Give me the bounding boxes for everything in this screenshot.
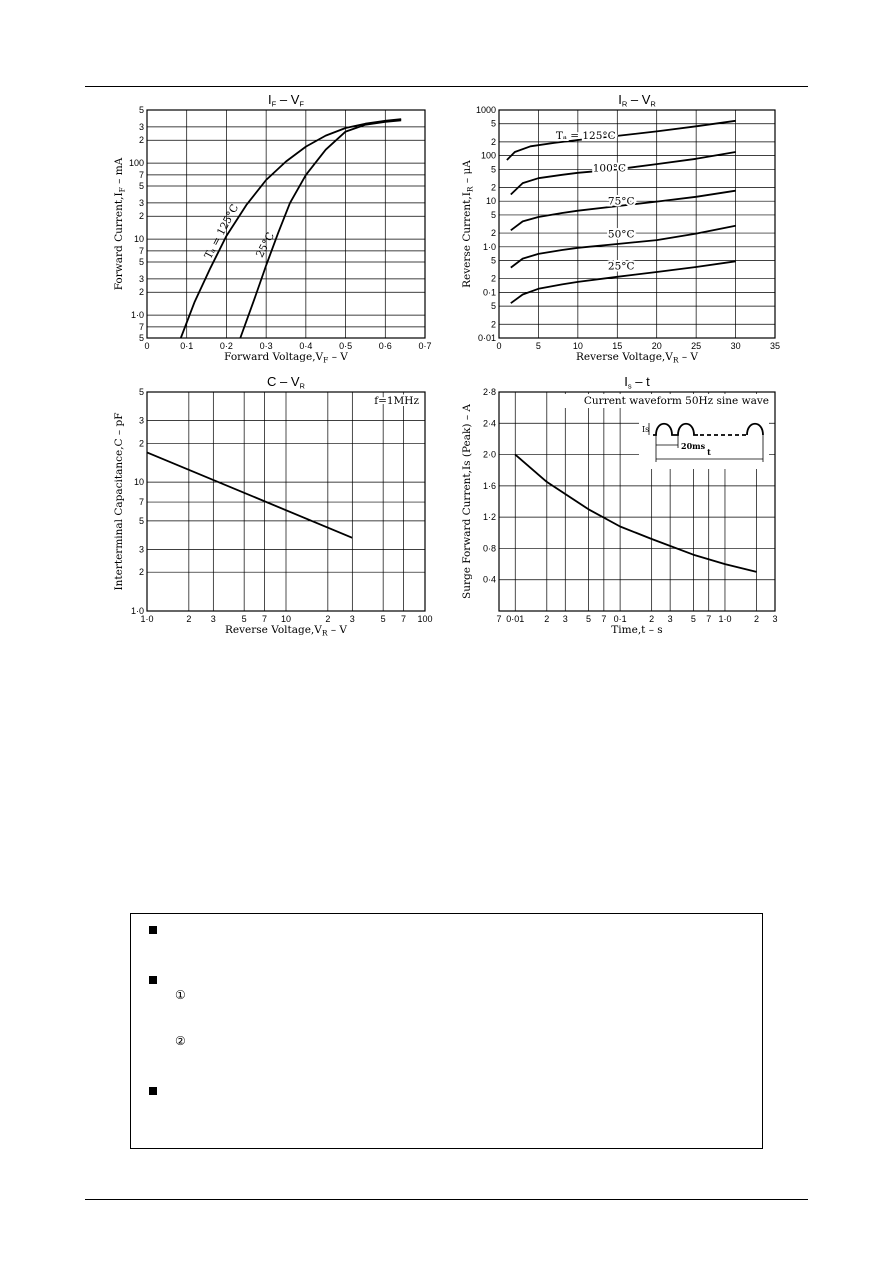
label-text: – μA xyxy=(461,160,473,187)
series-label: 100°C xyxy=(592,162,627,175)
y-tick-label: 2 xyxy=(138,135,144,146)
y-tick-label: 3 xyxy=(138,273,144,284)
series-label: 25°C xyxy=(253,230,278,260)
y-tick-label: 3 xyxy=(138,121,144,132)
y-tick-label: 5 xyxy=(490,301,496,312)
series-line xyxy=(507,121,736,160)
x-tick-label: 15 xyxy=(612,341,623,351)
y-tick-label: 5 xyxy=(138,387,144,397)
x-tick-label: 5 xyxy=(586,614,592,624)
label-text: I xyxy=(624,374,628,389)
y-tick-label: 2·0 xyxy=(482,449,496,460)
y-tick-label: 3 xyxy=(138,415,144,426)
label-text: C xyxy=(267,374,277,389)
y-tick-label: 5 xyxy=(490,255,496,266)
x-tick-label: 7 xyxy=(496,614,502,624)
label-text: Reverse Voltage,V xyxy=(575,351,673,363)
circled-one-icon: ① xyxy=(175,988,186,1002)
label-text: – V xyxy=(276,92,300,107)
x-tick-label: 1·0 xyxy=(140,614,154,624)
x-tick-label: 30 xyxy=(730,341,741,351)
y-tick-label: 2 xyxy=(490,182,496,193)
header-rule xyxy=(85,86,808,87)
label-subscript: F xyxy=(117,187,127,193)
y-tick-label: 0·01 xyxy=(477,333,496,343)
x-tick-label: 0·2 xyxy=(219,341,233,351)
circled-two-icon: ② xyxy=(175,1034,186,1048)
bullet-square-icon xyxy=(149,1087,157,1095)
y-tick-label: 7 xyxy=(138,321,144,332)
y-axis-label xyxy=(113,157,127,290)
x-tick-label: 0 xyxy=(144,341,150,351)
series-label: 75°C xyxy=(607,195,635,208)
x-tick-label: 35 xyxy=(769,341,781,351)
x-tick-label: 2 xyxy=(649,614,655,624)
x-axis-label xyxy=(225,624,347,638)
x-tick-label: 5 xyxy=(380,614,386,624)
label-subscript: R xyxy=(650,99,656,109)
label-text: – V xyxy=(328,351,348,363)
x-tick-label: 1·0 xyxy=(718,614,732,624)
chart-title xyxy=(618,92,656,109)
x-tick-label: 7 xyxy=(601,614,607,624)
y-tick-label: 2·4 xyxy=(482,418,496,429)
y-tick-label: 5 xyxy=(490,164,496,175)
y-tick-label: 5 xyxy=(138,257,144,267)
y-tick-label: 100 xyxy=(128,158,144,169)
y-axis-label xyxy=(461,160,475,288)
x-tick-label: 10 xyxy=(572,341,583,351)
series-label: 50°C xyxy=(607,228,635,241)
chart-if-vf xyxy=(100,90,445,365)
label-text: – mA xyxy=(113,157,125,188)
label-text: Interterminal Capacitance,C – pF xyxy=(113,412,125,591)
series-label: Tₐ = 125°C xyxy=(555,130,616,143)
bullet-square-icon xyxy=(149,976,157,984)
frequency-note: f=1MHz xyxy=(374,395,419,407)
x-tick-label: 7 xyxy=(400,614,406,624)
label-text: Reverse Voltage,V xyxy=(224,624,322,636)
label-subscript: R xyxy=(672,355,679,365)
waveform-note: Current waveform 50Hz sine wave xyxy=(583,395,769,407)
x-tick-label: 0·5 xyxy=(339,341,353,351)
y-tick-label: 10 xyxy=(485,196,496,207)
y-tick-label: 2 xyxy=(138,287,144,298)
y-tick-label: 1·6 xyxy=(482,480,496,491)
y-tick-label: 7 xyxy=(138,169,144,180)
x-tick-label: 3 xyxy=(210,614,216,624)
x-tick-label: 25 xyxy=(691,341,702,351)
label-subscript: F xyxy=(323,355,329,365)
y-tick-label: 2 xyxy=(490,228,496,239)
chart-ir-vr xyxy=(448,90,793,365)
y-tick-label: 7 xyxy=(138,497,144,508)
bullet-square-icon xyxy=(149,926,157,934)
label-subscript: R xyxy=(465,186,475,193)
footer-rule xyxy=(85,1199,808,1200)
label-subscript: R xyxy=(321,628,328,638)
x-tick-label: 7 xyxy=(261,614,267,624)
y-tick-label: 5 xyxy=(490,209,496,220)
y-tick-label: 5 xyxy=(138,515,144,526)
x-tick-label: 3 xyxy=(562,614,568,624)
label-text: Time,t – s xyxy=(611,624,663,636)
series-label: 25°C xyxy=(607,260,635,273)
label-text: – t xyxy=(631,374,650,389)
label-subscript: R xyxy=(621,99,628,109)
x-tick-label: 0·3 xyxy=(259,341,273,351)
x-tick-label: 0·6 xyxy=(378,341,392,351)
series-line xyxy=(515,455,756,572)
label-subscript: R xyxy=(299,381,305,391)
y-tick-label: 1·0 xyxy=(130,606,144,616)
y-axis-label xyxy=(113,412,125,590)
chart-title xyxy=(268,92,304,109)
x-tick-label: 0·1 xyxy=(613,614,627,624)
label-text: I xyxy=(268,92,272,107)
series-line xyxy=(181,119,401,338)
x-tick-label: 0·01 xyxy=(506,614,525,624)
y-tick-label: 100 xyxy=(480,150,496,161)
y-tick-label: 2 xyxy=(138,567,144,578)
y-tick-label: 10 xyxy=(133,477,144,488)
label-text: Reverse Current,I xyxy=(461,192,473,288)
y-tick-label: 5 xyxy=(138,105,144,115)
x-tick-label: 5 xyxy=(241,614,247,624)
label-text: – V xyxy=(276,374,300,389)
x-tick-label: 100 xyxy=(417,614,433,624)
y-tick-label: 2 xyxy=(138,438,144,449)
period-label: 20ms xyxy=(681,441,706,451)
x-tick-label: 2 xyxy=(325,614,331,624)
y-tick-label: 2 xyxy=(490,273,496,284)
inset-backdrop xyxy=(639,407,769,469)
label-text: Forward Current,I xyxy=(113,192,125,291)
y-tick-label: 2 xyxy=(490,136,496,147)
y-tick-label: 2 xyxy=(490,319,496,330)
label-text: Forward Voltage,V xyxy=(224,351,324,363)
x-tick-label: 10 xyxy=(280,614,292,624)
y-tick-label: 2·8 xyxy=(482,387,496,397)
y-tick-label: 3 xyxy=(138,197,144,208)
x-tick-label: 0·4 xyxy=(299,341,313,351)
label-text: – V xyxy=(627,92,651,107)
x-tick-label: 0·1 xyxy=(180,341,194,351)
x-tick-label: 3 xyxy=(667,614,673,624)
x-tick-label: 5 xyxy=(690,614,696,624)
y-tick-label: 0·1 xyxy=(482,287,496,298)
series-line xyxy=(147,452,352,537)
x-tick-label: 3 xyxy=(349,614,355,624)
x-axis-label xyxy=(611,624,662,636)
x-tick-label: 3 xyxy=(772,614,778,624)
label-text: Surge Forward Current,Is (Peak) – A xyxy=(461,404,473,599)
label-text: I xyxy=(618,92,622,107)
label-text: – V xyxy=(678,351,699,363)
y-tick-label: 10 xyxy=(133,234,144,245)
x-axis-label xyxy=(224,351,348,365)
y-tick-label: 3 xyxy=(138,544,144,555)
y-tick-label: 0·8 xyxy=(482,543,496,554)
y-tick-label: 1·0 xyxy=(130,310,144,321)
y-tick-label: 0·4 xyxy=(482,574,496,585)
y-tick-label: 1·0 xyxy=(482,241,496,252)
y-axis-label xyxy=(461,404,473,599)
y-tick-label: 1000 xyxy=(475,105,496,115)
y-tick-label: 7 xyxy=(138,245,144,256)
y-tick-label: 5 xyxy=(138,333,144,343)
x-tick-label: 0·7 xyxy=(418,341,432,351)
chart-is-t xyxy=(448,372,793,652)
x-tick-label: 5 xyxy=(535,341,541,351)
x-tick-label: 20 xyxy=(651,341,662,351)
y-tick-label: 2 xyxy=(138,211,144,222)
x-axis-label xyxy=(576,351,698,365)
label-subscript: s xyxy=(627,381,632,391)
x-tick-label: 7 xyxy=(706,614,712,624)
plot-frame xyxy=(147,110,425,338)
series-line xyxy=(240,120,401,338)
x-tick-label: 2 xyxy=(544,614,550,624)
is-label: Is xyxy=(642,425,650,434)
x-tick-label: 0 xyxy=(496,341,502,351)
label-text: – V xyxy=(327,624,348,636)
series-label: Tₐ = 125°C xyxy=(202,202,242,261)
x-tick-label: 2 xyxy=(186,614,192,624)
label-subscript: F xyxy=(271,99,277,109)
x-tick-label: 2 xyxy=(754,614,760,624)
chart-c-vr xyxy=(100,372,445,652)
t-label: t xyxy=(707,447,711,457)
chart-title xyxy=(624,374,650,391)
chart-title xyxy=(267,374,306,391)
notes-box xyxy=(130,913,763,1149)
y-tick-label: 5 xyxy=(138,181,144,191)
label-subscript: F xyxy=(299,99,304,109)
y-tick-label: 5 xyxy=(490,118,496,129)
y-tick-label: 1·2 xyxy=(482,512,496,523)
